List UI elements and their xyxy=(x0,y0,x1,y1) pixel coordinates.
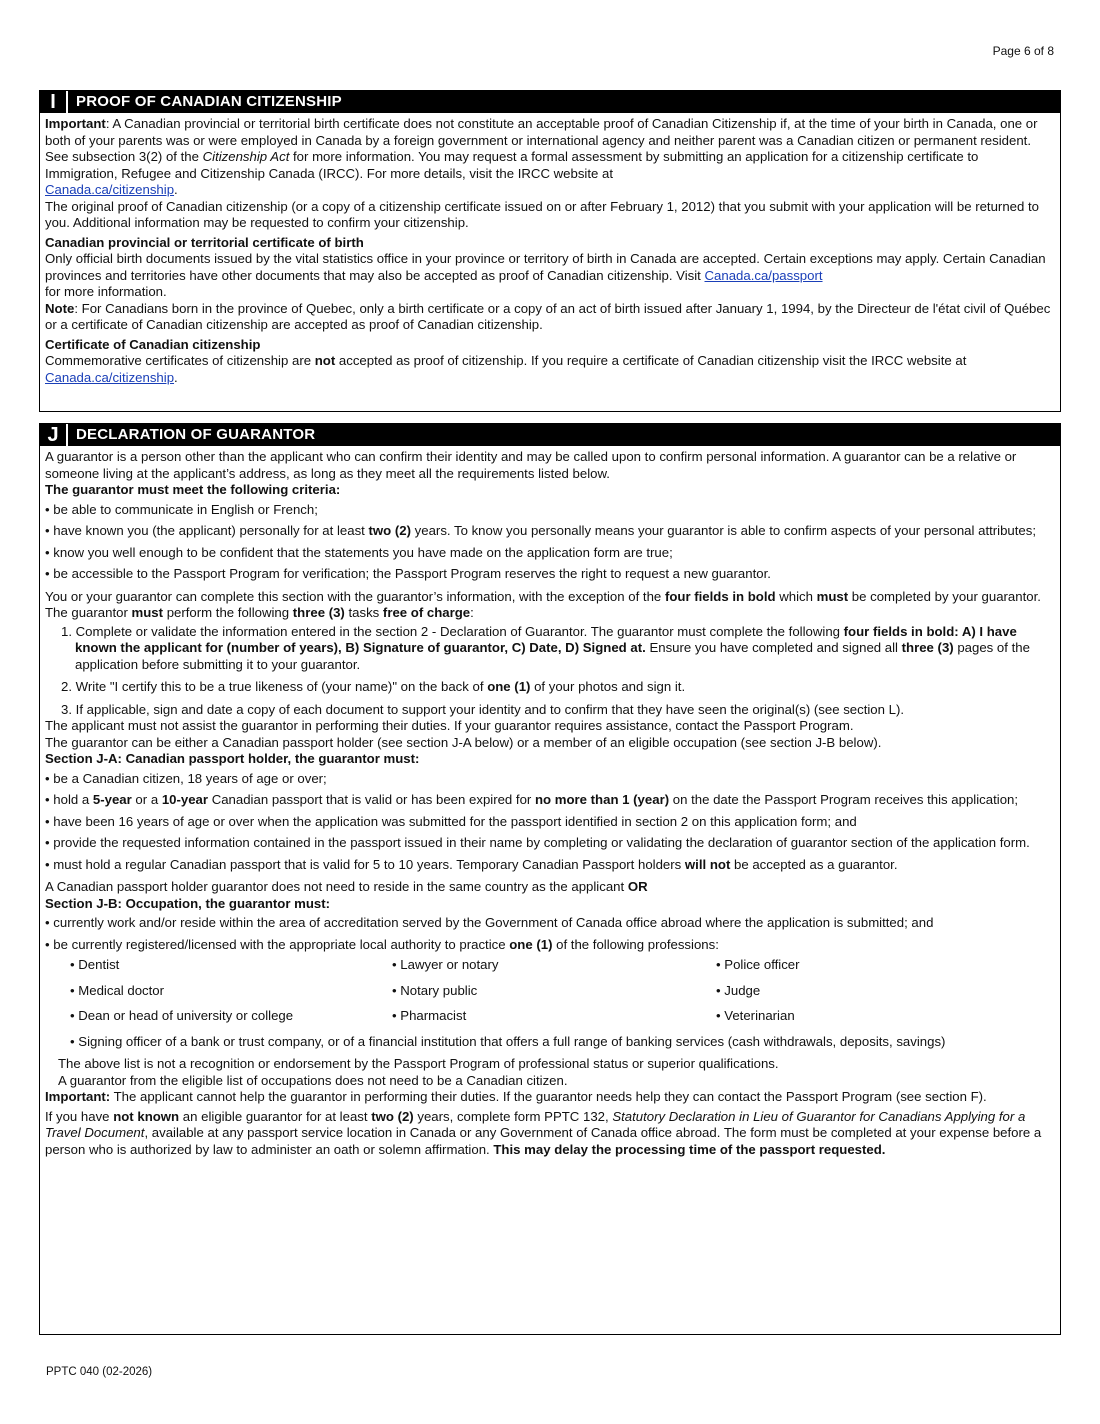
text: . xyxy=(174,369,178,385)
task-item xyxy=(45,624,1054,674)
profession-item: • Pharmacist xyxy=(392,1008,467,1023)
text: • hold a xyxy=(45,792,93,807)
profession-item: • Signing officer of a bank or trust company, or of a financial institution that offers a full range of banking services (cash withdrawals, deposits, savings) xyxy=(70,1033,946,1049)
bold-text: three (3) xyxy=(292,605,345,620)
bold-text: not known xyxy=(113,1108,180,1124)
section-jb-heading: Section J-B: Occupation, the guarantor must: xyxy=(45,895,331,911)
not-recognition-note: The above list is not a recognition or endorsement by the Passport Program of professional status or superior qualifications. xyxy=(58,1056,779,1071)
ja-item: • have been 16 years of age or over when the application was submitted for the passport identified in section 2 on this application form; and xyxy=(45,813,857,829)
citizenship-certificate-paragraph xyxy=(45,353,1054,386)
not-known-paragraph xyxy=(45,1109,1054,1159)
profession-item: • Veterinarian xyxy=(716,1008,795,1023)
bold-text: 5-year xyxy=(92,792,132,807)
no-assist-paragraph: The applicant must not assist the guarantor in performing their duties. If your guarantor requires assistance, contact the Passport Program. xyxy=(45,718,854,733)
form-footer: PPTC 040 (02-2026) xyxy=(46,1366,153,1378)
ja-item: • provide the requested information contained in the passport issued in their name by completing or validating the declaration of guarantor section of the application form. xyxy=(45,835,1030,850)
bold-text: This may delay the processing time of the passport requested. xyxy=(493,1141,886,1157)
jb-item: • currently work and/or reside within the area of accreditation served by the Government of Canada office abroad where the application is submitted; and xyxy=(45,915,934,930)
citizenship-link[interactable]: Canada.ca/citizenship xyxy=(45,182,175,197)
profession-item: • Lawyer or notary xyxy=(392,957,499,972)
text: perform the following xyxy=(163,605,293,620)
bold-text: two (2) xyxy=(368,523,411,538)
complete-section-paragraph xyxy=(45,589,1054,622)
intro-paragraph: A guarantor is a person other than the applicant who can confirm their identity and may be called upon to confirm personal information. A guarantor can be a relative or someone living at the applicant’s address, as long as they meet all the requirements listed below. xyxy=(45,449,1017,481)
text: : For Canadians born in the province of Quebec, only a birth certificate or a copy of an act of birth issued after January 1, 1994, by the Directeur de l'état civil of Québec or a certificate of Canadian citizenship are accepted as proof of Canadian citizenship. xyxy=(45,300,1051,332)
criteria-item: • know you well enough to be confident that the statements you have made on the application form are true; xyxy=(45,544,673,560)
bold-text: no more than 1 (year) xyxy=(534,792,670,807)
text: • be currently registered/licensed with the appropriate local authority to practice xyxy=(45,936,510,952)
section-title: PROOF OF CANADIAN CITIZENSHIP xyxy=(76,92,342,110)
text: of your photos and sign it. xyxy=(530,679,686,694)
text: : A Canadian provincial or territorial birth certificate does not constitute an acceptable proof of Canadian Citizenship if, at the time of your birth in Canada, one or both of your parents was or were employed in Canada by a foreign government or international agency and neither parent was a Canadian citizen or permanent resident. See subsection 3(2) of the xyxy=(45,116,1038,164)
either-paragraph: The guarantor can be either a Canadian passport holder (see section J-A below) or a member of an eligible occupation (see section J-B below). xyxy=(45,734,882,750)
text: for more information. You may request a formal assessment by submitting an application for a citizenship certificate to Immigration, Refugee and Citizenship Canada (IRCC). For more details, visit the IRCC website at xyxy=(45,149,979,181)
text: or a xyxy=(131,792,162,807)
text: . xyxy=(174,182,178,197)
bold-text: will not xyxy=(684,856,731,872)
bold-text: four fields in bold: A) I have known the applicant for (number of years), B) Signature of guarantor, C) Date, D) Signed at. xyxy=(75,623,1017,655)
bold-text: must xyxy=(816,588,849,604)
section-letter: I xyxy=(40,91,68,113)
note-label: Note xyxy=(45,300,75,316)
citizenship-act-italic: Citizenship Act xyxy=(202,149,290,164)
text: 2. Write "I certify this to be a true likeness of (your name)" on the back of xyxy=(61,679,488,694)
bold-text: four fields in bold xyxy=(664,588,776,604)
ja-item: • be a Canadian citizen, 18 years of age or over; xyxy=(45,770,327,786)
text: for more information. xyxy=(45,284,167,299)
profession-item: • Dean or head of university or college xyxy=(70,1008,294,1023)
text: Ensure you have completed and signed all xyxy=(645,640,902,655)
profession-item: • Medical doctor xyxy=(70,982,165,998)
reside-paragraph xyxy=(45,879,1054,896)
criteria-item xyxy=(45,523,1054,540)
profession-item: • Dentist xyxy=(70,957,120,972)
section-i-proof-of-citizenship xyxy=(39,90,1061,412)
criteria-heading: The guarantor must meet the following criteria: xyxy=(45,482,341,497)
text: The applicant cannot help the guarantor in performing their duties. If the guarantor needs help they can contact the Passport Program (see section F). xyxy=(110,1089,987,1104)
text: years, complete form PPTC 132, xyxy=(413,1108,613,1124)
section-header xyxy=(40,424,1060,446)
text: accepted as proof of citizenship. If you require a certificate of Canadian citizenship visit the IRCC website at xyxy=(335,353,967,368)
professions-list xyxy=(45,957,1054,1025)
bold-text: must xyxy=(131,605,164,620)
text: , available at any passport service location in Canada or any Government of Canada office abroad. The form must be completed at your expense before a person who is authorized by law to administer an oath or solemn affirmation. xyxy=(45,1125,1042,1157)
profession-item: • Police officer xyxy=(716,957,800,972)
citizenship-certificate-heading: Certificate of Canadian citizenship xyxy=(45,336,261,352)
citizenship-link[interactable]: Canada.ca/citizenship xyxy=(45,369,175,385)
important-paragraph xyxy=(45,116,1054,199)
profession-item: • Judge xyxy=(716,982,761,998)
text: be accepted as a guarantor. xyxy=(730,856,898,872)
text: A Canadian passport holder guarantor does not need to reside in the same country as the applicant xyxy=(45,879,628,894)
bold-text: free of charge xyxy=(382,605,471,620)
task-item xyxy=(45,679,1054,696)
text: • must hold a regular Canadian passport that is valid for 5 to 10 years. Temporary Canadian Passport holders xyxy=(45,856,685,872)
text: 1. Complete or validate the information entered in the section 2 - Declaration of Guarantor. The guarantor must complete the following xyxy=(61,623,844,639)
bold-text: one (1) xyxy=(487,679,531,694)
text: If you have xyxy=(45,1108,114,1124)
original-proof-paragraph: The original proof of Canadian citizenship (or a copy of a citizenship certificate issued on or after February 1, 2012) that you submit with your application will be returned to you. Additional information may be requested to confirm your citizenship. xyxy=(45,198,1039,230)
text: an eligible guarantor for at least xyxy=(179,1108,372,1124)
text: which xyxy=(775,588,817,604)
text: be completed by your guarantor. The guarantor xyxy=(45,588,1041,620)
important-label: Important: xyxy=(45,1089,111,1104)
criteria-item: • be accessible to the Passport Program for verification; the Passport Program reserves the right to request a new guarantor. xyxy=(45,566,771,581)
criteria-item: • be able to communicate in English or French; xyxy=(45,501,318,517)
text: • have known you (the applicant) personally for at least xyxy=(45,523,369,538)
form-title-italic: Statutory Declaration in Lieu of Guarantor for Canadians Applying for a Travel Document xyxy=(45,1108,1026,1140)
section-header xyxy=(40,91,1060,113)
section-title: DECLARATION OF GUARANTOR xyxy=(76,425,316,443)
note-paragraph xyxy=(45,301,1054,334)
text: Only official birth documents issued by the vital statistics office in your province or territory of birth in Canada are accepted. Certain exceptions may apply. Certain Canadian provinces and territories have other documents that may also be accepted as proof of Canadian citizenship. Visit xyxy=(45,251,1046,283)
text: Commemorative certificates of citizenship are xyxy=(45,353,315,368)
text: : xyxy=(470,605,474,620)
important-label: Important xyxy=(45,116,106,131)
bold-text: OR xyxy=(627,879,648,894)
jb-item xyxy=(45,937,1054,954)
text: of the following professions: xyxy=(552,936,719,952)
bold-text: two (2) xyxy=(371,1108,414,1124)
section-body xyxy=(40,113,1060,390)
ja-item xyxy=(45,792,1054,809)
bold-text: three (3) xyxy=(901,640,954,655)
birth-certificate-heading: Canadian provincial or territorial certificate of birth xyxy=(45,234,364,250)
section-body xyxy=(40,446,1060,1162)
page-number: Page 6 of 8 xyxy=(992,44,1054,58)
bold-text: one (1) xyxy=(509,936,553,952)
text: tasks xyxy=(344,605,383,620)
text: You or your guarantor can complete this section with the guarantor’s information, with the exception of the xyxy=(45,588,665,604)
section-letter: J xyxy=(40,424,68,446)
section-j-declaration-of-guarantor xyxy=(39,423,1061,1335)
text: years. To know you personally means your guarantor is able to confirm aspects of your personal attributes; xyxy=(411,523,1037,538)
bold-text: 10-year xyxy=(161,792,209,807)
task-item: 3. If applicable, sign and date a copy of each document to support your identity and to confirm that they have seen the original(s) (see section L). xyxy=(61,701,905,717)
text: on the date the Passport Program receives this application; xyxy=(669,792,1019,807)
birth-certificate-paragraph xyxy=(45,251,1054,301)
ja-item xyxy=(45,857,1054,874)
bold-text: not xyxy=(314,353,336,368)
passport-link[interactable]: Canada.ca/passport xyxy=(704,267,823,283)
important-paragraph xyxy=(45,1089,1054,1106)
text: pages of the application before submitting it to your guarantor. xyxy=(75,640,1030,672)
section-ja-heading: Section J-A: Canadian passport holder, the guarantor must: xyxy=(45,751,420,766)
not-citizen-note: A guarantor from the eligible list of occupations does not need to be a Canadian citizen. xyxy=(58,1072,568,1088)
text: Canadian passport that is valid or has been expired for xyxy=(208,792,535,807)
profession-item: • Notary public xyxy=(392,982,478,998)
